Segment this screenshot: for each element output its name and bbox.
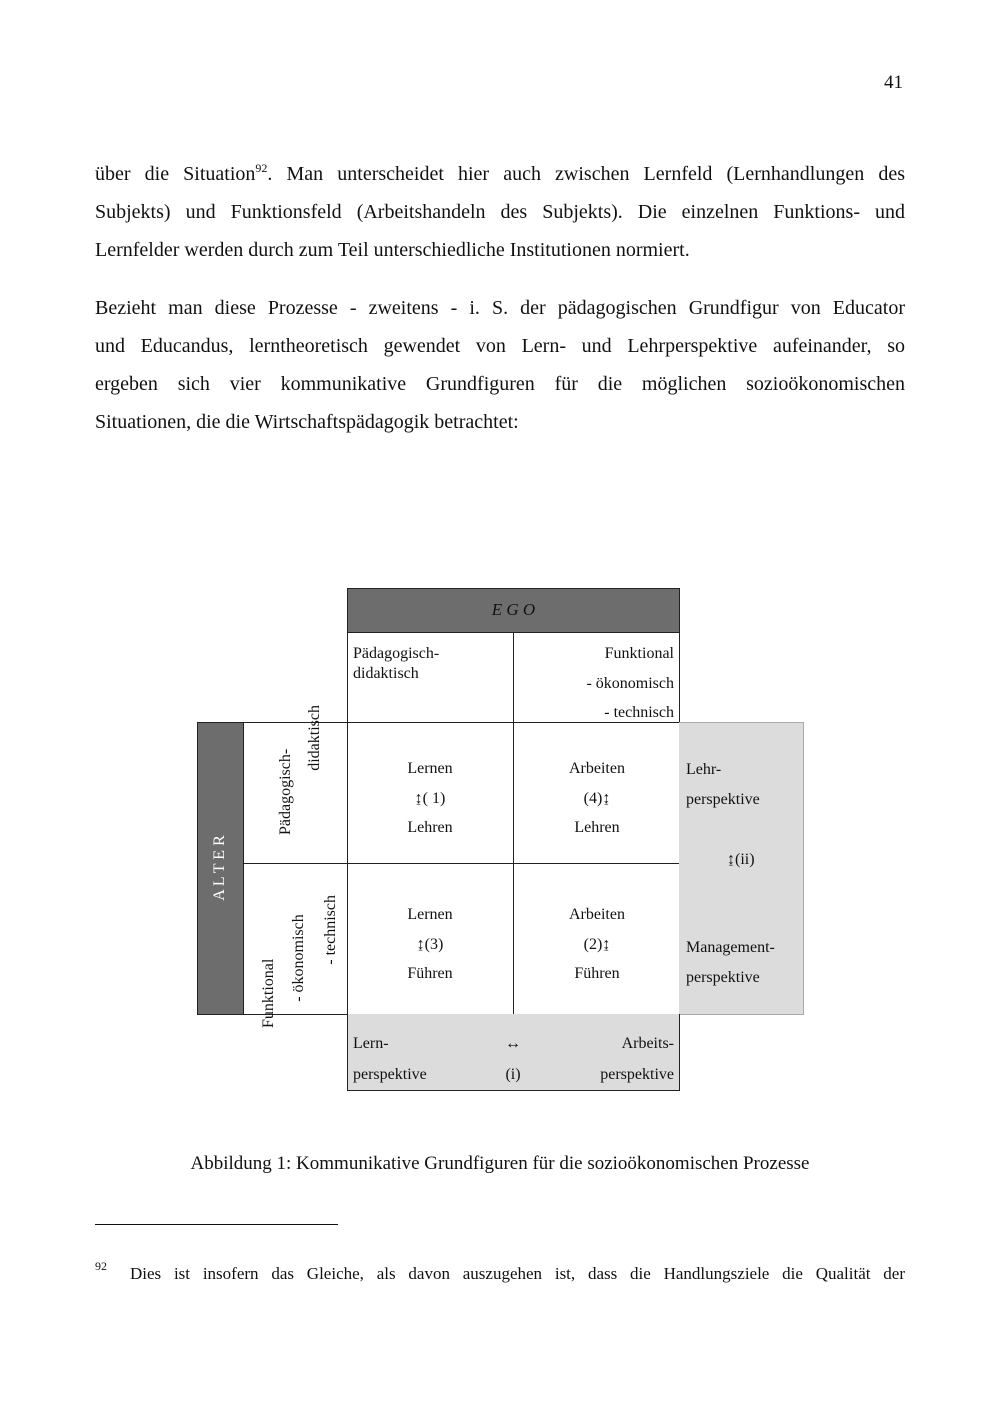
ego-label: E G O bbox=[491, 600, 536, 619]
footnote-text: Dies ist insofern das Gleiche, als davon auszugehen ist, dass die Handlungsziele die Qualität der bbox=[130, 1264, 905, 1283]
cell-2-line-1: Arbeiten bbox=[569, 906, 625, 923]
bottom-mid-label-1: ↔ bbox=[505, 1035, 521, 1052]
cell-3-line-3: Führen bbox=[407, 965, 453, 982]
cell-1-line-3: Lehren bbox=[407, 819, 453, 836]
cell-4-line-1: Arbeiten bbox=[569, 760, 625, 777]
page-number: 41 bbox=[884, 72, 903, 93]
paragraph-1-line-2: Subjekts) und Funktionsfeld (Arbeitshandeln des Subjekts). Die einzelnen Funktions- und bbox=[95, 201, 905, 223]
text-fragment: . Man unterscheidet hier auch zwischen Lernfeld (Lernhandlungen des bbox=[267, 163, 905, 185]
right-bottom-label-2: perspektive bbox=[686, 969, 760, 986]
col-left-label-1: Pädagogisch- bbox=[353, 645, 440, 662]
bottom-right-label-2: perspektive bbox=[600, 1066, 674, 1083]
bottom-left-label-2: perspektive bbox=[353, 1066, 427, 1083]
paragraph-2-line-2: und Educandus, lerntheoretisch gewendet von Lern- und Lehrperspektive aufeinander, so bbox=[95, 335, 905, 357]
paragraph-2-line-1: Bezieht man diese Prozesse - zweitens - i. S. der pädagogischen Grundfigur von Educator bbox=[95, 297, 905, 319]
cell-1-line-2: ↨( 1) bbox=[414, 789, 446, 807]
cell-1-line-1: Lernen bbox=[407, 760, 453, 777]
cell-3-line-2: ↨(3) bbox=[416, 935, 444, 953]
text-fragment: über die Situation bbox=[95, 163, 256, 185]
paragraph-1-line-3: Lernfelder werden durch zum Teil unterschiedliche Institutionen normiert. bbox=[95, 239, 690, 261]
right-bottom-label-1: Management- bbox=[686, 939, 775, 956]
col-right-label-3: - technisch bbox=[604, 704, 674, 721]
column-headers bbox=[347, 632, 680, 723]
alter-label: A L T E R bbox=[211, 835, 228, 901]
row-top-label-1: Pädagogisch- bbox=[277, 748, 294, 835]
paragraph-1-line-1 bbox=[95, 155, 905, 193]
row-bottom-label-3: - technisch bbox=[322, 895, 339, 965]
footnote-separator bbox=[95, 1224, 338, 1225]
bottom-mid-label-2: (i) bbox=[505, 1066, 521, 1083]
cell-2-line-2: (2)↨ bbox=[583, 935, 611, 953]
cell-4-line-3: Lehren bbox=[574, 819, 620, 836]
row-bottom-label-1: Funktional bbox=[260, 958, 277, 1028]
col-right-label-2: - ökonomisch bbox=[586, 675, 674, 692]
right-mid-label: ↨(ii) bbox=[727, 851, 755, 868]
col-left-label-2: didaktisch bbox=[353, 665, 419, 682]
footnote-ref: 92 bbox=[255, 161, 268, 175]
cell-3-line-1: Lernen bbox=[407, 906, 453, 923]
paragraph-2-line-3: ergeben sich vier kommunikative Grundfiguren für die möglichen sozioökonomischen bbox=[95, 373, 905, 395]
paragraph-1 bbox=[95, 155, 905, 269]
paragraph-2-line-4: Situationen, die die Wirtschaftspädagogik betrachtet: bbox=[95, 411, 519, 433]
row-labels bbox=[243, 722, 348, 1015]
matrix bbox=[347, 722, 680, 1015]
right-perspective-panel bbox=[679, 722, 804, 1015]
cell-4-line-2: (4)↨ bbox=[583, 789, 611, 807]
row-bottom-label-2: - ökonomisch bbox=[290, 914, 307, 1002]
figure-caption: Abbildung 1: Kommunikative Grundfiguren für die sozioökonomischen Prozesse bbox=[190, 1153, 810, 1174]
col-right-label-1: Funktional bbox=[604, 645, 674, 662]
bottom-perspective-panel bbox=[347, 1014, 680, 1091]
footnote-number: 92 bbox=[95, 1259, 107, 1273]
bottom-left-label-1: Lern- bbox=[353, 1035, 389, 1052]
right-top-label-1: Lehr- bbox=[686, 761, 722, 778]
bottom-right-label-1: Arbeits- bbox=[621, 1035, 674, 1052]
row-top-label-2: didaktisch bbox=[306, 705, 323, 771]
alter-bar bbox=[197, 722, 244, 1015]
ego-header bbox=[347, 588, 680, 633]
paragraph-2 bbox=[95, 289, 905, 441]
right-top-label-2: perspektive bbox=[686, 791, 760, 808]
cell-2-line-3: Führen bbox=[574, 965, 620, 982]
